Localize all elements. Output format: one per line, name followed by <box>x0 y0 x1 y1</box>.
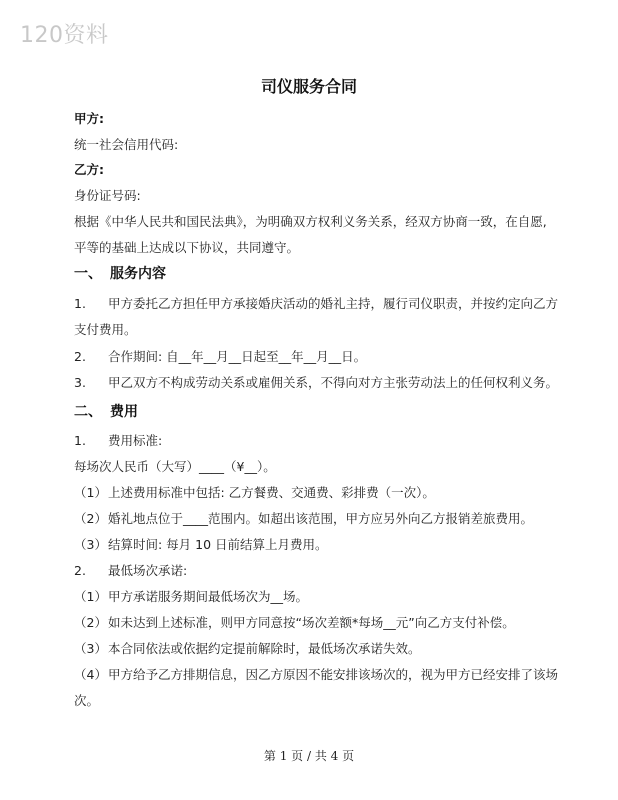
sub-clause-number: （2） <box>74 511 107 526</box>
clause-1-2 <box>74 349 554 365</box>
sub-clause-2-2-4-cont: 次。 <box>74 693 100 708</box>
party-b-label: 乙方: <box>74 162 104 177</box>
sub-clause-2-1-3 <box>74 537 554 553</box>
clause-number: 2. <box>74 349 86 364</box>
section-title: 费用 <box>110 404 138 420</box>
sub-clause-number: （3） <box>74 537 107 552</box>
clause-1-1-cont: 支付费用。 <box>74 322 137 337</box>
sub-clause-number: （2） <box>74 615 107 630</box>
fee-line: 每场次人民币（大写）____（¥__）。 <box>74 459 276 474</box>
sub-clause-2-2-4 <box>74 667 559 683</box>
sub-clause-2-2-1 <box>74 589 554 605</box>
clause-text: 甲方委托乙方担任甲方承接婚庆活动的婚礼主持，履行司仪职责，并按约定向乙方 <box>108 296 559 311</box>
sub-clause-text: 甲方承诺服务期间最低场次为__场。 <box>108 589 309 604</box>
section-heading-service <box>74 266 554 282</box>
clause-number: 1. <box>74 296 86 311</box>
sub-clause-2-2-2 <box>74 615 554 631</box>
clause-1-3 <box>74 375 559 391</box>
sub-clause-text: 如未达到上述标准，则甲方同意按“场次差额*每场__元”向乙方支付补偿。 <box>108 615 515 630</box>
sub-clause-2-2-3 <box>74 641 554 657</box>
section-number: 一、 <box>74 266 102 282</box>
clause-text: 最低场次承诺: <box>108 563 188 578</box>
id-number-label: 身份证号码: <box>74 188 141 203</box>
page-footer: 第 1 页 / 共 4 页 <box>263 749 355 763</box>
sub-clause-2-1-2 <box>74 511 554 527</box>
party-a-label: 甲方: <box>74 111 104 126</box>
sub-clause-number: （3） <box>74 641 107 656</box>
sub-clause-number: （4） <box>74 667 107 682</box>
clause-2-2 <box>74 563 554 579</box>
sub-clause-number: （1） <box>74 589 107 604</box>
document-title: 司仪服务合同 <box>260 77 357 96</box>
section-heading-fees <box>74 404 554 420</box>
clause-1-1 <box>74 296 559 312</box>
section-number: 二、 <box>74 404 102 420</box>
clause-2-1 <box>74 433 554 449</box>
clause-text: 合作期间: 自__年__月__日起至__年__月__日。 <box>108 349 367 364</box>
clause-number: 1. <box>74 433 86 448</box>
clause-text: 甲乙双方不构成劳动关系或雇佣关系，不得向对方主张劳动法上的任何权利义务。 <box>108 375 559 390</box>
sub-clause-text: 婚礼地点位于____范围内。如超出该范围，甲方应另外向乙方报销差旅费用。 <box>108 511 534 526</box>
section-title: 服务内容 <box>110 266 166 282</box>
clause-text: 费用标准: <box>108 433 163 448</box>
watermark-logo: 120资料 <box>20 23 109 48</box>
sub-clause-text: 本合同依法或依据约定提前解除时，最低场次承诺失效。 <box>108 641 421 656</box>
preamble-line-2: 平等的基础上达成以下协议，共同遵守。 <box>74 240 300 255</box>
sub-clause-text: 上述费用标准中包括: 乙方餐费、交通费、彩排费（一次）。 <box>108 485 435 500</box>
clause-number: 2. <box>74 563 86 578</box>
sub-clause-text: 甲方给予乙方排期信息，因乙方原因不能安排该场次的，视为甲方已经安排了该场 <box>108 667 559 682</box>
sub-clause-2-1-1 <box>74 485 554 501</box>
clause-number: 3. <box>74 375 86 390</box>
credit-code-label: 统一社会信用代码: <box>74 137 179 152</box>
preamble-line-1: 根据《中华人民共和国民法典》，为明确双方权利义务关系，经双方协商一致，在自愿, <box>74 214 547 229</box>
sub-clause-text: 结算时间: 每月 10 日前结算上月费用。 <box>108 537 328 552</box>
sub-clause-number: （1） <box>74 485 107 500</box>
